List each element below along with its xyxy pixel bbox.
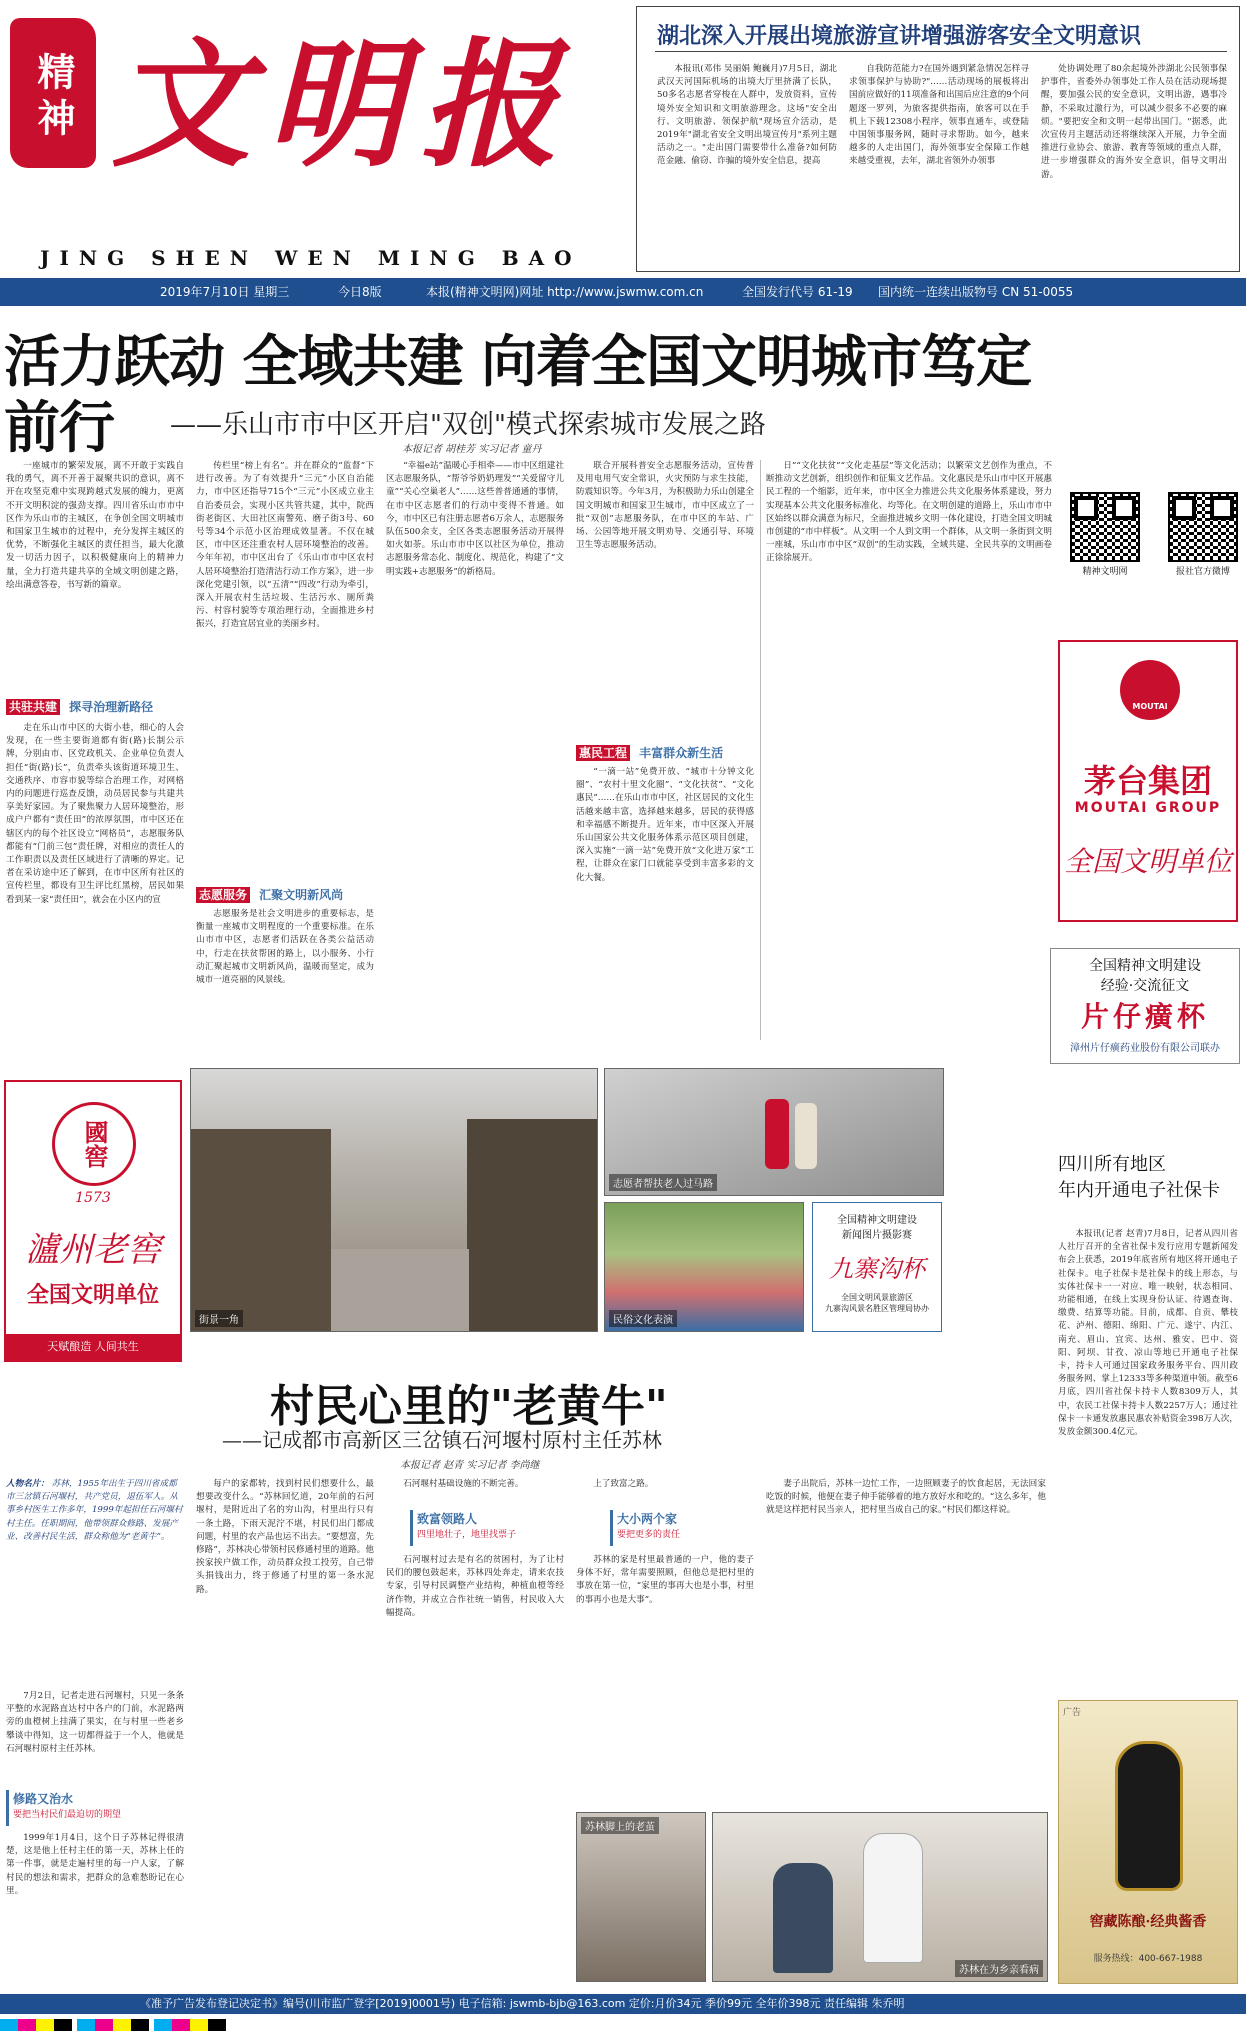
lead-col1b: 走在乐山市中区的大街小巷，细心的人会发现，在一些主要街道都有街(路)长制公示牌，分别由市、区党政机关、企业单位负责人担任“街(路)长”，负责牵头该街道环境卫生、交通秩序、市容市貌等综合治理工作，对网格内的问题进行巡查反馈，动员居民参与共建共享美好家园。为了聚焦聚力人居环境整治，形成户户都有“责任田”的浓厚氛围，市中区还在辖区内的每个社区设立“网格员”，志愿服务队都能有“门前三包”责任牌，对相应的责任人的工作职责以及责任区域进行了清晰的界定。记者在采访途中还了解到，在市中区所有社区的宣传栏里，都设有卫生评比红黑榜，居民如果看到某一家“责任田”，就会在小区内的宣 bbox=[6, 723, 184, 905]
feature-section2-sub: 四里地壮子，地里找票子 bbox=[417, 1530, 517, 1540]
photo-contest-brand: 九寨沟杯 bbox=[829, 1255, 925, 1283]
performance-photo bbox=[604, 1202, 804, 1332]
top-story-col2: 自我防范能力?在国外遇到紧急情况怎样寻求领事保护与协助?"……活动现场的展板将出国前应做好的11项准备和出国后应注意的9个问题逐一罗列，为旅客提供指南，旅客可以在手机上下载12308小程序，领事直通车，或登陆中国领事服务网，随时寻求帮助。如今，越来越多的人走出国门，海外领事安全保障工作越来越受重视，去年，湖北省领外办领事 bbox=[849, 64, 1029, 167]
cn-number: 国内统一连续出版物号 CN 51-0055 bbox=[878, 285, 1074, 299]
top-story bbox=[636, 6, 1240, 272]
section2-heading bbox=[196, 884, 374, 902]
top-story-col1: 本报讯(邓伟 吴丽娟 鲍巍月)7月5日，湖北武汉天河国际机场的出境大厅里挤满了长队，50多名志愿者穿梭在人群中，发放资料，宣传境外安全知识和文明旅游理念。这场"安全出行、文明旅游、领保护航"现场宣介活动，是2019年"湖北省安全文明出境宣传月"系列主题活动之一。"走出国门需要带什么准备?如何防范金融、偷窃、诈骗的境外安全信息，提高 bbox=[657, 64, 837, 167]
moutai-cn: 茅台集团 bbox=[1083, 762, 1212, 800]
dateline bbox=[0, 278, 1246, 306]
qr-left bbox=[1070, 492, 1140, 577]
lead-col4b: “一滴一站”免费开放、“城市十分钟文化圈”、“农村十里文化圈”、“文化扶贫”、“文化惠民”……在乐山市市中区，社区居民的文化生活越来越丰富，选择越来越多，居民的获得感和幸福感不断提升。近年来，市中区深入开展乐山国家公共文化服务体系示范区项目创建，深入实施“一滴一站”免费开放“文化进万家”工程，让群众在家门口就能享受到丰富多彩的文化大餐。 bbox=[576, 767, 754, 883]
section1-tag: 共驻共建 bbox=[6, 699, 60, 715]
feet-photo bbox=[576, 1812, 706, 1982]
hands-caption: 苏林在为乡亲看病 bbox=[955, 1960, 1043, 1977]
feature-col3b: 石河堰村过去是有名的贫困村，为了让村民们的腰包鼓起来，苏林四处奔走，请来农技专家，引导村民调整产业结构，种植血橙等经济作物，并成立合作社统一销售，村民收入大幅提高。 bbox=[386, 1555, 564, 1618]
liquor-ad-phone: 服务热线：400-667-1988 bbox=[1093, 1954, 1203, 1964]
qr-code-icon bbox=[1070, 492, 1140, 562]
section2-tag: 志愿服务 bbox=[196, 887, 250, 903]
pzh-company: 漳州片仔癀药业股份有限公司联办 bbox=[1070, 1043, 1220, 1054]
top-story-headline: 湖北深入开展出境旅游宣讲增强游客安全文明意识 bbox=[657, 24, 1142, 49]
moutai-ad bbox=[1058, 640, 1238, 922]
feature-section1-sub: 要把当村民们最迫切的期望 bbox=[13, 1810, 122, 1820]
feature-section2 bbox=[410, 1510, 560, 1546]
feature-col1b: 1999年1月4日，这个日子苏林记得很清楚，这是他上任村主任的第一天，苏林上任的第一件事，就是走遍村里的每一户人家，了解村民的想法和需求，把群众的急难愁盼记在心里。 bbox=[6, 1833, 184, 1896]
volunteer-caption: 志愿者帮扶老人过马路 bbox=[609, 1174, 717, 1191]
liquor-ad bbox=[1058, 1700, 1238, 1984]
masthead-pinyin: JING SHEN WEN MING BAO bbox=[40, 246, 582, 270]
section3-heading bbox=[576, 742, 754, 760]
feature-byline: 本报记者 赵青 实习记者 李尚继 bbox=[400, 1460, 540, 1471]
feature-col2: 每户的家都转，找到村民们想要什么，最想要改变什么。“苏林回忆道，20年前的石河堰村，是附近出了名的穷山沟，村里出行只有一条土路，下雨天泥泞不堪，村民们出门都成问题，村里的农产品也运不出去。“要想富，先修路”，苏林决心带领村民修通村里的道路。他挨家挨户做工作，动员群众投工投劳，自己带头捐钱出力，终于修通了村里的第一条水泥路。 bbox=[196, 1479, 374, 1595]
photo-contest-foot2: 九寨沟风景名胜区管理局协办 bbox=[825, 1304, 929, 1313]
pzh-line2: 经验·交流征文 bbox=[1100, 978, 1190, 994]
right-news-headline-line1: 四川所有地区 bbox=[1058, 1154, 1166, 1175]
performance-caption: 民俗文化表演 bbox=[609, 1310, 677, 1327]
lead-headline: 活力跃动 全域共建 向着全国文明城市笃定前行 bbox=[4, 330, 1031, 461]
lead-subhead: ——乐山市市中区开启"双创"模式探索城市发展之路 bbox=[170, 410, 766, 440]
portrait-photo bbox=[712, 1812, 1048, 1982]
pzh-brand: 片仔癀杯 bbox=[1080, 1000, 1209, 1033]
photo-contest-line2: 新闻图片摄影赛 bbox=[842, 1230, 912, 1241]
feet-caption: 苏林脚上的老茧 bbox=[581, 1817, 659, 1834]
lead-col3: “幸福e站”温暖心手相牵——市中区组建社区志愿服务队，“帮爷爷奶奶理发”“关爱留守儿童”“关心空巢老人”……这些普普通通的事情，在市中区志愿者们的行动中变得不普通。如今，市中区已有注册志愿者6万余人，志愿服务队伍500余支，全区各类志愿服务活动开展得如火如荼。乐山市市中区以社区为单位，推动志愿服务常态化、制度化、规范化，构建了“文明实践+志愿服务”的新格局。 bbox=[386, 461, 564, 577]
section2-title: 汇聚文明新风尚 bbox=[259, 888, 344, 902]
issn: 全国发行代号 61-19 bbox=[742, 285, 853, 299]
guojiao-brand: 瀘州老窖 bbox=[25, 1230, 161, 1270]
lead-col5: 日”“文化扶贫”“文化走基层”等文化活动；以繁荣文艺创作为重点，不断推动文艺创新，组织创作和征集文艺作品。文化惠民是乐山市中区开展惠民工程的一个缩影，近年来，市中区全力推进公共文化服务体系建设，努力实现基本公共文化服务标准化、均等化。在文明创建的道路上，乐山市市中区始终以群众满意为标尺，全面推进城乡文明一体化建设，打造全国文明城市创建的“市中样板”。从文明一个人到文明一个群体，从文明一条街到文明一座城，乐山市市中区“双创”的生动实践，全域共建、全民共享的文明画卷正徐徐展开。 bbox=[766, 461, 1052, 564]
feature-profile bbox=[6, 1478, 184, 1678]
qr-right bbox=[1168, 492, 1238, 577]
section3-tag: 惠民工程 bbox=[576, 745, 630, 761]
moutai-logo-text: MOUTAI bbox=[1132, 702, 1168, 711]
print-color-bar bbox=[0, 2016, 1246, 2034]
feature-col1: 7月2日，记者走进石河堰村，只见一条条平整的水泥路直达村中各户的门前，水泥路两旁的血橙树上挂满了果实，在与村里一些老乡攀谈中得知，这一切都得益于一个人，他就是石河堰村原村主任苏林。 bbox=[6, 1691, 184, 1754]
right-news-headline-line2: 年内开通电子社保卡 bbox=[1058, 1180, 1220, 1201]
pzh-ad bbox=[1050, 948, 1240, 1064]
qr-code-icon bbox=[1168, 492, 1238, 562]
guojiao-seal bbox=[52, 1102, 136, 1186]
website: 本报(精神文明网)网址 http://www.jswmw.com.cn bbox=[426, 285, 704, 299]
feature-col4b: 苏林的家是村里最普通的一户，他的妻子身体不好，常年需要照顾，但他总是把村里的事放在第一位，“家里的事再大也是小事，村里的事再小也是大事”。 bbox=[576, 1555, 754, 1605]
feature-col5: 妻子出院后，苏林一边忙工作，一边照顾妻子的饮食起居，无法回家吃饭的时候，他便在妻子伸手能够着的地方放好水和吃的。“这么多年，他就是这样把村民当亲人，把村里当成自己的家。”村民们都这样说。 bbox=[766, 1479, 1046, 1516]
seal-text: 精神 bbox=[31, 52, 76, 144]
section1-heading bbox=[6, 696, 184, 714]
moutai-en: MOUTAI GROUP bbox=[1074, 800, 1222, 816]
guojiao-slogan: 全国文明单位 bbox=[26, 1282, 159, 1308]
lead-col2: 传栏里“榜上有名”。并在群众的“监督”下进行改善。为了有效提升“三元”小区自治能力，市中区还指导715个“三元”小区成立业主自治委员会，实现小区共管共建，其中，院西街老街区、大田社区南警苑、磨子街3号、60号等34个示范小区治理成效显著。不仅在城区，市中区还注重农村人居环境整治的改善。今年年初，市中区出台了《乐山市市中区农村人居环境整治打造清洁行动工作方案》，进一步深化党建引领，以“五清”“四改”行动为牵引，深入开展农村生活垃圾、生活污水、厕所粪污、村容村貌等专项治理行动，全面推进乡村振兴，打造宜居宜业的美丽乡村。 bbox=[196, 461, 374, 630]
volunteer-photo bbox=[604, 1068, 944, 1196]
feature-section2-title: 致富领路人 bbox=[417, 1512, 478, 1526]
feature-subhead: ——记成都市高新区三岔镇石河堰村原村主任苏林 bbox=[222, 1428, 662, 1452]
masthead bbox=[0, 0, 628, 272]
feature-col4: 上了致富之路。 bbox=[593, 1479, 654, 1489]
masthead-title: 文明报 bbox=[112, 23, 575, 186]
guojiao-year: 1573 bbox=[75, 1190, 111, 1206]
right-news-text: 本报讯(记者 赵青)7月8日，记者从四川省人社厅召开的全省社保卡发行应用专题新闻发布会上获悉，2019年底省所有地区将开通电子社保卡。电子社保卡是社保卡的线上形态，与实体社保卡一一对应、唯一映射，状态相同、功能相通，在线上实现身份认证、待遇查询、缴费、结算等功能。目前，成都、自贡、攀枝花、泸州、德阳、绵阳、广元、遂宁、内江、南充、眉山、宜宾、达州、雅安、巴中、资阳、阿坝、甘孜、凉山等地已开通电子社保卡，持卡人可通过国家政务服务平台、四川政务服务网、掌上12333等多种渠道申领。截至6月底，四川省社保卡持卡人数8309万人，其中，农民工社保卡持卡人数2257万人；通过社保卡一卡通发放惠民惠农补贴资金398万人次，发放金额300.4亿元。 bbox=[1058, 1229, 1238, 1438]
guojiao-ad bbox=[4, 1080, 182, 1362]
photo-contest-ad bbox=[812, 1202, 942, 1332]
page-count: 今日8版 bbox=[338, 285, 382, 299]
top-story-col3: 处协调处理了80余起境外涉湖北公民领事保护事件，省委外办领事处工作人员在活动现场提醒，要加强公民的安全意识，文明出游，遇事冷静，不采取过激行为，可以减少很多不必要的麻烦。"要把安全和文明一起带出国门。"据悉，此次宣传月主题活动还将继续深入开展，力争全面推进行业协会、旅游、教育等领域的重点人群，进一步增强群众的海外安全意识，倡导文明出游。 bbox=[1041, 64, 1227, 180]
lead-col4: 联合开展科普安全志愿服务活动，宣传普及用电用气安全常识，火灾预防与求生技能，防震知识等。今年3月，为积极助力乐山创建全国文明城市和国家卫生城市，市中区成立了一批“双创”志愿服务队，在市中区的车站、广场、公园等地开展文明劝导、交通引导、环境卫生等志愿服务活动。 bbox=[576, 461, 754, 551]
feature-section3-title: 大小两个家 bbox=[617, 1512, 678, 1526]
liquor-bottle-icon bbox=[1115, 1741, 1183, 1891]
seal-logo bbox=[10, 18, 96, 168]
qr-left-label: 精神文明网 bbox=[1082, 567, 1128, 577]
qr-right-label: 报社官方微博 bbox=[1175, 567, 1230, 577]
photo-contest-foot1: 全国文明风景旅游区 bbox=[841, 1293, 913, 1302]
feature-section3 bbox=[610, 1510, 750, 1546]
photo-contest-line1: 全国精神文明建设 bbox=[837, 1215, 917, 1226]
feature-headline: 村民心里的"老黄牛" bbox=[270, 1381, 668, 1432]
issue-date: 2019年7月10日 星期三 bbox=[160, 285, 290, 299]
feature-profile-label: 人物名片： bbox=[6, 1479, 49, 1489]
section3-title: 丰富群众新生活 bbox=[639, 746, 724, 760]
guojiao-seal-text: 國窖 bbox=[80, 1120, 109, 1168]
footer: 《准予广告发布登记决定书》编号(川市监广登字[2019]0001号) 电子信箱: jswmb-bjb@163.com 定价:月价34元 季价99元 全年价398元 责任编辑 朱乔明 bbox=[0, 1994, 1246, 2014]
section1-title: 探寻治理新路径 bbox=[69, 700, 154, 714]
street-photo bbox=[190, 1068, 598, 1332]
moutai-slogan: 全国文明单位 bbox=[1063, 845, 1232, 878]
right-news-headline bbox=[1058, 1152, 1238, 1204]
liquor-ad-tag: 广告 bbox=[1063, 1708, 1082, 1718]
moutai-logo-icon bbox=[1120, 660, 1180, 720]
street-caption: 街景一角 bbox=[195, 1310, 243, 1327]
feature-section3-sub: 要把更多的责任 bbox=[617, 1530, 681, 1540]
feature-section1 bbox=[6, 1790, 184, 1826]
feature-section1-title: 修路又治水 bbox=[13, 1792, 74, 1806]
lead-col1: 一座城市的繁荣发展，离不开敢于实践自我的勇气，离不开善于凝聚共识的意识，离不开在攻坚克难中实现跨越式发展的魄力，更离不开文明积淀的强劲支撑。四川省乐山市市中区作为乐山市的主城区，在争创全国文明城市和国家卫生城市的过程中，充分发挥主城区的优势，不断强化主城区的责任担当，最大化激发一切活力因子，以积极健康向上的精神力量，全力打造共建共享的全域文明创建之路，绘出满意答卷，书写新的篇章。 bbox=[6, 461, 184, 590]
guojiao-footer: 天赋酿造 人间共生 bbox=[6, 1334, 180, 1360]
lead-byline: 本报记者 胡桂芳 实习记者 童丹 bbox=[402, 444, 542, 455]
liquor-ad-slogan: 窖藏陈酿·经典酱香 bbox=[1089, 1914, 1207, 1930]
lead-col2b: 志愿服务是社会文明进步的重要标志，是衡量一座城市文明程度的一个重要标准。在乐山市市中区，志愿者们活跃在各类公益活动中，行走在扶贫帮困的路上，以小服务、小行动汇聚起城市文明新风尚，温暖而坚定，成为城市一道亮丽的风景线。 bbox=[196, 909, 374, 986]
feature-profile-text: 苏林，1955年出生于四川省成都市三岔镇石河堰村，共产党员，退伍军人。从事乡村医生工作多年，1999年起担任石河堰村村主任。任职期间，他带领群众修路、发展产业、改善村民生活，群众称他为“老黄牛”。 bbox=[6, 1479, 183, 1542]
pzh-line1: 全国精神文明建设 bbox=[1089, 958, 1201, 974]
feature-col3: 石河堰村基础设施的不断完善。 bbox=[403, 1479, 524, 1489]
